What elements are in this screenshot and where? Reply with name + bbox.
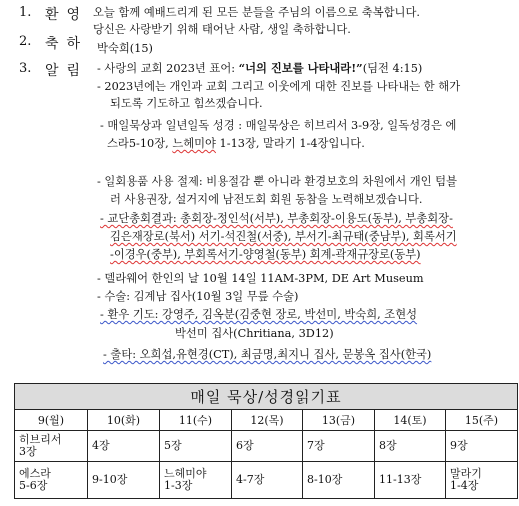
day-header: 14(토) — [375, 410, 446, 431]
section-title-welcome: 환영 — [45, 7, 89, 23]
assembly-result-line-1: - 교단총회결과: 총회장-정인석(서부), 부총회장-이용도(동부), 부총회장- — [100, 212, 453, 225]
meditation-cell: 4장 — [88, 431, 160, 462]
prayer-line-1 — [100, 308, 417, 322]
bible-nehemiah: 느헤미야 — [172, 137, 216, 150]
bible-malachi: 1-13장, 말라기 1-4장입니다. — [215, 137, 365, 150]
day-header: 12(목) — [232, 410, 303, 431]
schedule-caption: 매일 묵상/성경읽기표 — [15, 384, 518, 410]
day-header: 11(수) — [160, 410, 232, 431]
delaware-day-line: - 델라웨어 한인의 날 10월 14일 11AM-3PM, DE Art Museum — [97, 272, 424, 285]
schedule-days-row — [15, 410, 518, 431]
motto-prefix: - 사랑의 교회 2023년 표어: — [97, 62, 239, 75]
meditation-cell: 히브리서 3장 — [15, 431, 88, 462]
welcome-text: 오늘 함께 예배드리게 된 모든 분들을 주님의 이름으로 축복합니다. — [93, 6, 420, 19]
schedule-caption-row — [15, 384, 518, 410]
section-title-notices: 알림 — [45, 63, 89, 79]
birthday-name: 박숙희(15) — [97, 42, 153, 55]
assembly-result-line-3: -이경우(중부), 부회록서기-양영철(동부) 회계-곽재규장로(동부) — [110, 248, 421, 261]
bible-ezra: 스라5-10장, — [107, 137, 173, 150]
motto-text: “너의 진보를 나타내라!” — [238, 61, 363, 75]
prayer-line-2: 박선미 집사(Chritiana, 3D12) — [175, 327, 334, 340]
meditation-cell: 7장 — [303, 431, 375, 462]
bible-reading-line-1: - 매일묵상과 일년일독 성경 : 매일묵상은 히브리서 3-9장, 일독성경은 에 — [100, 119, 457, 132]
motto-description-2: 되도록 기도하고 힘쓰겠습니다. — [110, 97, 263, 110]
motto-description-1: - 2023년에는 개인과 교회 그리고 이웃에게 대한 진보를 나타내는 한 해가 — [97, 80, 461, 93]
section-number-notices: 3. — [19, 61, 32, 76]
birthday-message: 당신은 사랑받기 위해 태어난 사람, 생일 축하합니다. — [93, 23, 351, 36]
travel-list: - 출타: 오희섭,유현경(CT), 최금명,최지니 집사, 문봉옥 집사(한국) — [103, 348, 432, 361]
day-header: 9(월) — [15, 410, 88, 431]
disposables-line-1: - 일회용품 사용 절제: 비용절감 뿐 아니라 환경보호의 차원에서 개인 텀블 — [97, 175, 458, 188]
prayer-list: - 환우 기도: 강영주, 김옥분(김중현 장로, 박선미, 박숙희, 조현성 — [100, 308, 418, 321]
meditation-cell: 6장 — [232, 431, 303, 462]
reading-cell: 4-7장 — [232, 462, 303, 499]
reading-schedule-table — [14, 383, 518, 499]
day-header: 15(주) — [446, 410, 518, 431]
surgery-line: - 수술: 김계남 집사(10월 3일 무릎 수술) — [97, 290, 299, 303]
reading-cell: 8-10장 — [303, 462, 375, 499]
reading-cell: 11-13장 — [375, 462, 446, 499]
bible-reading-line-2 — [107, 137, 365, 151]
meditation-row — [15, 431, 518, 462]
day-header: 10(화) — [88, 410, 160, 431]
reading-cell: 에스라 5-6장 — [15, 462, 88, 499]
motto-reference: (딤전 4:15) — [362, 62, 423, 75]
assembly-result-line-2: 김은재장로(북서) 서기-석진철(서중), 부서기-최규태(중남부), 회록서기 — [110, 230, 457, 243]
motto-line — [97, 61, 422, 76]
meditation-cell: 8장 — [375, 431, 446, 462]
meditation-cell: 9장 — [446, 431, 518, 462]
reading-cell: 느헤미야 1-3장 — [160, 462, 232, 499]
section-title-celebrate: 축하 — [45, 36, 89, 52]
disposables-line-2: 러 사용권장, 설거지에 남전도회 회원 동참을 노력해보겠습니다. — [110, 193, 423, 206]
section-number-welcome: 1. — [19, 5, 32, 20]
section-number-celebrate: 2. — [19, 34, 32, 49]
bible-reading-row — [15, 462, 518, 499]
reading-cell: 말라기 1-4장 — [446, 462, 518, 499]
meditation-cell: 5장 — [160, 431, 232, 462]
travel-line — [103, 348, 431, 362]
reading-cell: 9-10장 — [88, 462, 160, 499]
day-header: 13(금) — [303, 410, 375, 431]
